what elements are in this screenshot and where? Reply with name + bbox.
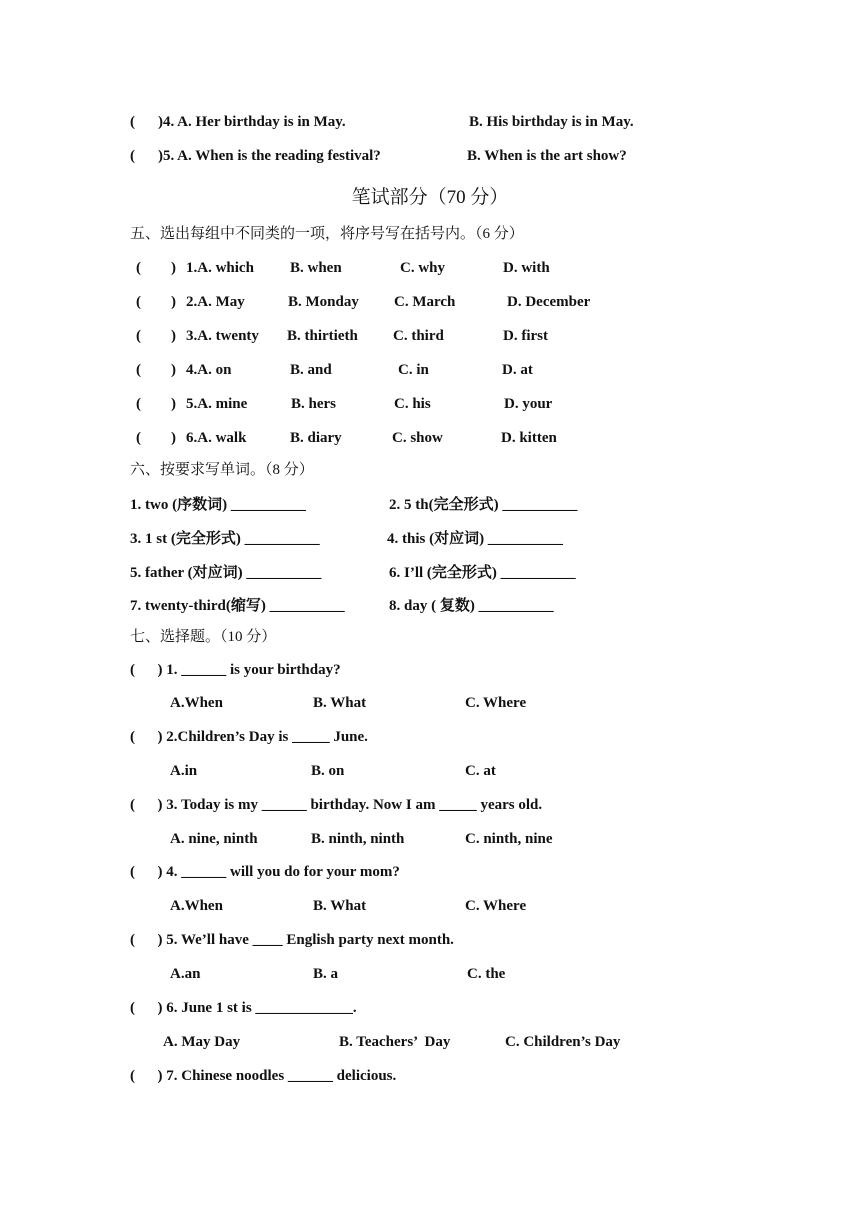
option-b: B. Monday	[288, 294, 359, 310]
fill-blank-item: 4. this (对应词) __________	[387, 531, 563, 547]
choice-c: C. Where	[465, 695, 527, 711]
choice-b: B. What	[313, 898, 367, 914]
choice-b: B. ninth, ninth	[311, 831, 405, 847]
question-stem: ( ) 4. ______ will you do for your mom?	[130, 864, 400, 880]
question-stem: ( ) 6. June 1 st is _____________.	[130, 1000, 357, 1016]
answer-paren: ( )	[136, 430, 176, 446]
answer-paren: ( )	[136, 328, 176, 344]
option-c: C. in	[398, 362, 429, 378]
option-a: 3.A. twenty	[186, 328, 259, 344]
option-d: D. kitten	[501, 430, 557, 446]
paren-open: (	[130, 114, 135, 130]
option-d: D. December	[507, 294, 591, 310]
answer-paren: ( )	[136, 396, 176, 412]
option-b: B. and	[290, 362, 332, 378]
option-c: C. show	[392, 430, 443, 446]
question-stem: ( ) 7. Chinese noodles ______ delicious.	[130, 1068, 397, 1084]
option-b: B. thirtieth	[287, 328, 358, 344]
choice-a: A. nine, ninth	[170, 831, 258, 847]
choice-c: C. Children’s Day	[505, 1034, 621, 1050]
fill-blank-item: 8. day ( 复数) __________	[389, 598, 554, 614]
option-a: 5.A. mine	[186, 396, 248, 412]
option-b: B. when	[290, 260, 342, 276]
choice-a: A. May Day	[163, 1034, 241, 1050]
choice-c: C. ninth, nine	[465, 831, 553, 847]
listening-q5-b: B. When is the art show?	[467, 148, 627, 164]
section5-heading: 五、选出每组中不同类的一项，将序号写在括号内。（6 分）	[130, 226, 524, 242]
choice-a: A.When	[170, 898, 223, 914]
choice-c: C. Where	[465, 898, 527, 914]
paren-open: (	[130, 148, 135, 164]
option-d: D. at	[502, 362, 533, 378]
answer-paren: ( )	[136, 362, 176, 378]
fill-blank-item: 3. 1 st (完全形式) __________	[130, 531, 320, 547]
fill-blank-item: 2. 5 th(完全形式) __________	[389, 497, 578, 513]
choice-b: B. Teachers’ Day	[339, 1034, 451, 1050]
question-stem: ( ) 1. ______ is your birthday?	[130, 662, 341, 678]
fill-blank-item: 7. twenty-third(缩写) __________	[130, 598, 345, 614]
option-a: 1.A. which	[186, 260, 254, 276]
listening-q4-a: )4. A. Her birthday is in May.	[158, 114, 346, 130]
fill-blank-item: 6. I’ll (完全形式) __________	[389, 565, 576, 581]
choice-a: A.an	[170, 966, 201, 982]
choice-c: C. at	[465, 763, 496, 779]
option-c: C. his	[394, 396, 431, 412]
section7-heading: 七、选择题。（10 分）	[130, 629, 277, 645]
option-b: B. hers	[291, 396, 336, 412]
option-d: D. your	[504, 396, 553, 412]
question-stem: ( ) 3. Today is my ______ birthday. Now I am _____ years old.	[130, 797, 543, 813]
fill-blank-item: 1. two (序数词) __________	[130, 497, 306, 513]
option-c: C. why	[400, 260, 446, 276]
option-a: 6.A. walk	[186, 430, 247, 446]
section6-heading: 六、按要求写单词。（8 分）	[130, 462, 314, 478]
choice-b: B. on	[311, 763, 345, 779]
choice-b: B. What	[313, 695, 367, 711]
option-c: C. third	[393, 328, 444, 344]
option-c: C. March	[394, 294, 456, 310]
choice-c: C. the	[467, 966, 506, 982]
choice-a: A.When	[170, 695, 223, 711]
option-b: B. diary	[290, 430, 342, 446]
choice-a: A.in	[170, 763, 198, 779]
choice-b: B. a	[313, 966, 339, 982]
option-d: D. with	[503, 260, 550, 276]
answer-paren: ( )	[136, 294, 176, 310]
option-a: 2.A. May	[186, 294, 245, 310]
option-a: 4.A. on	[186, 362, 232, 378]
question-stem: ( ) 2.Children’s Day is _____ June.	[130, 729, 368, 745]
fill-blank-item: 5. father (对应词) __________	[130, 565, 322, 581]
answer-paren: ( )	[136, 260, 176, 276]
written-part-title: 笔试部分（70 分）	[351, 187, 509, 208]
listening-q5-a: )5. A. When is the reading festival?	[158, 148, 381, 164]
question-stem: ( ) 5. We’ll have ____ English party next month.	[130, 932, 454, 948]
listening-q4-b: B. His birthday is in May.	[469, 114, 634, 130]
option-d: D. first	[503, 328, 548, 344]
